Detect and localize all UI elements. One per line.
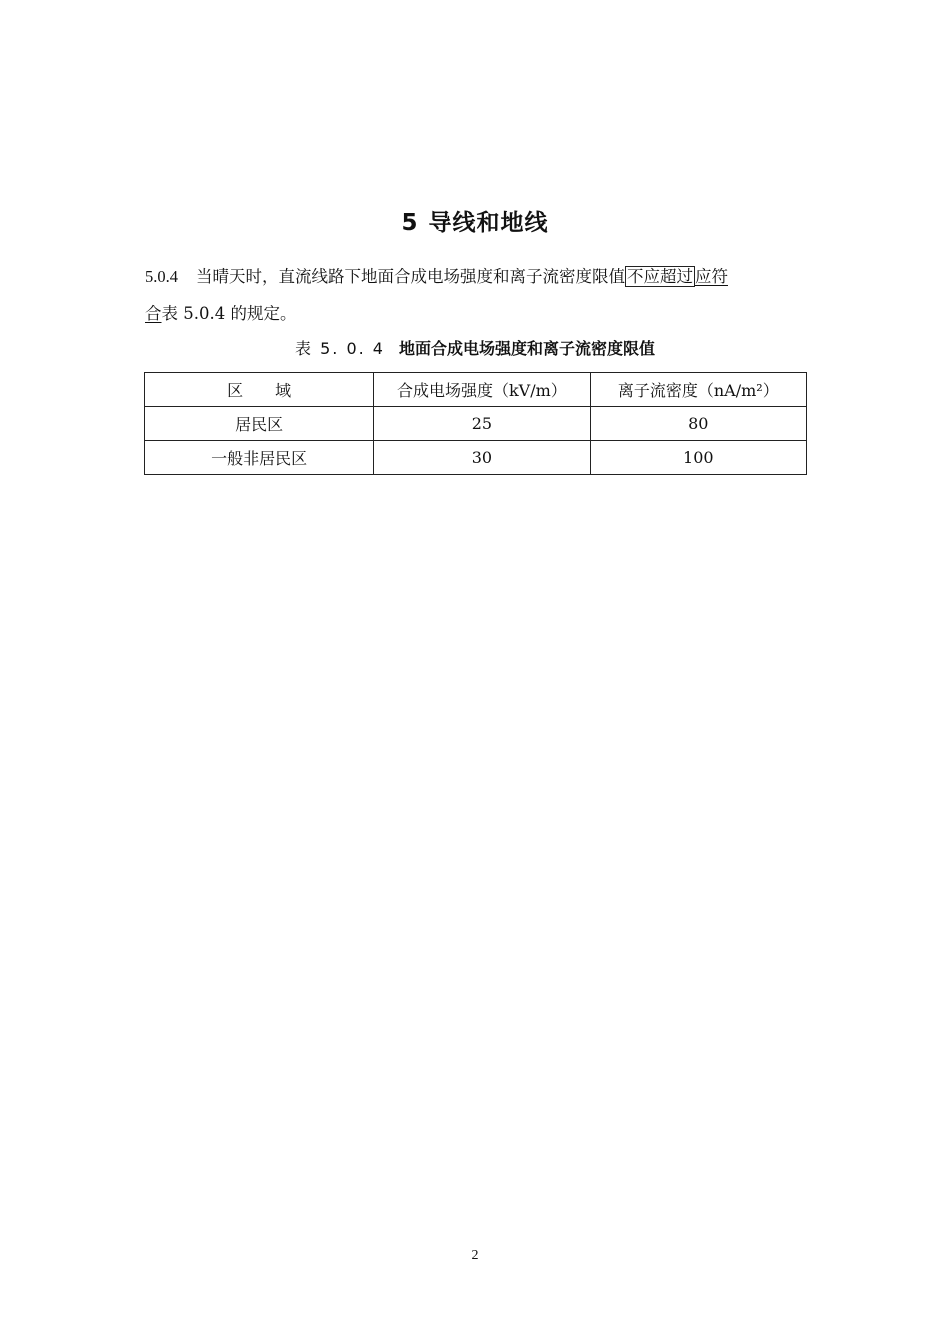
clause-text: 当晴天时，直流线路下地面合成电场强度和离子流密度限值 — [196, 267, 625, 286]
clause-number: 5.0.4 — [145, 267, 178, 286]
boxed-deleted-text: 不应超过 — [627, 267, 693, 286]
header-region: 区 域 — [145, 373, 374, 407]
clause-paragraph — [145, 258, 810, 332]
table-row — [145, 441, 807, 475]
table-caption-number: 表 5. 0. 4 — [295, 339, 385, 358]
underlined-inserted-text-continued: 合 — [145, 304, 162, 323]
section-title-text: 导线和地线 — [428, 210, 549, 236]
header-field-strength: 合成电场强度（kV/m） — [374, 373, 590, 407]
table-caption — [0, 336, 950, 359]
table-cell-ion-density: 100 — [590, 441, 806, 475]
table-cell-field-strength: 25 — [374, 407, 590, 441]
underlined-inserted-text: 应符 — [695, 267, 728, 286]
table-cell-ion-density: 80 — [590, 407, 806, 441]
table-caption-title: 地面合成电场强度和离子流密度限值 — [398, 339, 655, 358]
section-heading — [0, 204, 950, 237]
table-cell-field-strength: 30 — [374, 441, 590, 475]
limits-table — [144, 372, 807, 475]
section-number: 5 — [401, 210, 419, 236]
table-header-row — [145, 373, 807, 407]
page-number: 2 — [471, 1248, 479, 1263]
header-ion-current-density: 离子流密度（nA/m²） — [590, 373, 806, 407]
table-row — [145, 407, 807, 441]
clause-text-end: 表 5.0.4 的规定。 — [161, 304, 297, 323]
table-cell-region: 一般非居民区 — [145, 441, 374, 475]
table-cell-region: 居民区 — [145, 407, 374, 441]
